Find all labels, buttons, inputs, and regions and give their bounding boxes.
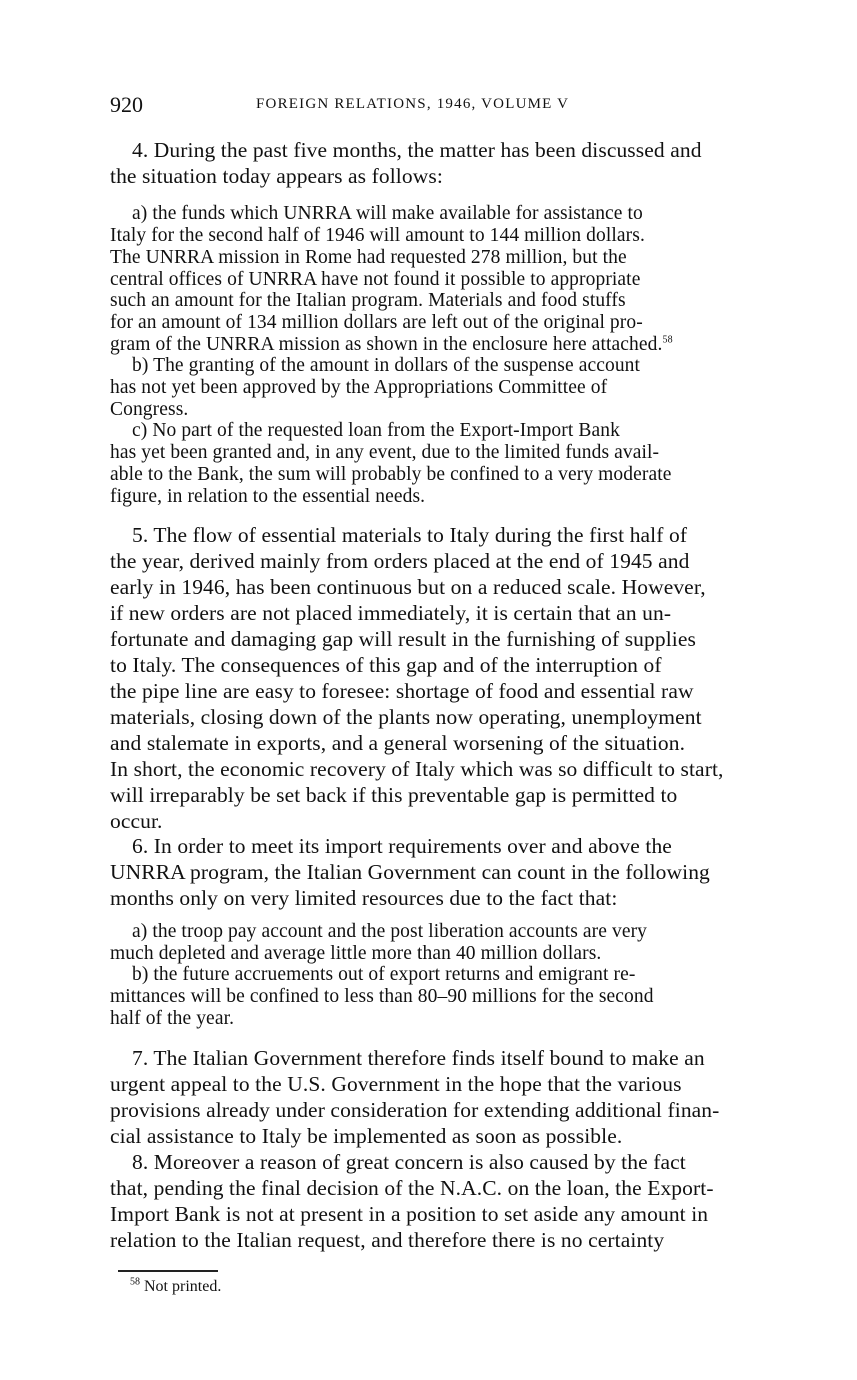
line-text: urgent appeal to the U.S. Government in the hope that the various xyxy=(110,1072,682,1096)
line-text: able to the Bank, the sum will probably be confined to a very moderate xyxy=(110,464,672,485)
line-text: provisions already under consideration for extending additional finan- xyxy=(110,1098,720,1122)
line-text: months only on very limited resources due to the fact that: xyxy=(110,886,618,910)
line-text: a) the troop pay account and the post liberation accounts are very xyxy=(132,921,648,942)
text-line xyxy=(110,203,786,225)
line-text: if new orders are not placed immediately, it is certain that an un- xyxy=(110,601,672,625)
running-head: FOREIGN RELATIONS, 1946, VOLUME V xyxy=(256,96,570,112)
text-line xyxy=(110,679,786,704)
line-text: mittances will be confined to less than 80–90 millions for the second xyxy=(110,986,654,1007)
line-text: occur. xyxy=(110,809,163,833)
text-line xyxy=(110,269,786,291)
line-text: c) No part of the requested loan from the Export-Import Bank xyxy=(132,420,620,441)
text-line xyxy=(110,1150,786,1175)
text-line xyxy=(110,1098,786,1123)
text-line xyxy=(110,783,786,808)
line-text: the year, derived mainly from orders placed at the end of 1945 and xyxy=(110,549,690,573)
footnote-rule xyxy=(118,1270,218,1272)
line-text: relation to the Italian request, and therefore there is no certainty xyxy=(110,1228,665,1252)
line-text: The UNRRA mission in Rome had requested 278 million, but the xyxy=(110,247,627,268)
line-text: In short, the economic recovery of Italy which was so difficult to start, xyxy=(110,757,724,781)
line-text: much depleted and average little more than 40 million dollars. xyxy=(110,943,602,964)
text-line xyxy=(110,464,786,486)
line-text: figure, in relation to the essential needs. xyxy=(110,486,426,507)
line-text: early in 1946, has been continuous but on a reduced scale. However, xyxy=(110,575,706,599)
page-number: 920 xyxy=(110,92,143,117)
footnote-reference[interactable]: 58 xyxy=(662,334,673,346)
line-text: the pipe line are easy to foresee: shortage of food and essential raw xyxy=(110,679,694,703)
line-text: will irreparably be set back if this preventable gap is permitted to xyxy=(110,783,678,807)
text-line xyxy=(110,486,786,508)
text-line xyxy=(110,809,786,834)
line-text: cial assistance to Italy be implemented as soon as possible. xyxy=(110,1124,623,1148)
text-line xyxy=(110,523,786,548)
footnote-marker: 58 xyxy=(130,1276,140,1288)
line-text: that, pending the final decision of the N.A.C. on the loan, the Export- xyxy=(110,1176,714,1200)
line-text: 6. In order to meet its import requirements over and above the xyxy=(132,834,672,858)
text-line xyxy=(110,886,786,911)
text-line xyxy=(110,225,786,247)
text-line xyxy=(110,377,786,399)
line-text: such an amount for the Italian program. Materials and food stuffs xyxy=(110,290,626,311)
text-line xyxy=(110,1202,786,1227)
text-line xyxy=(110,334,786,356)
text-line xyxy=(110,575,786,600)
line-text: fortunate and damaging gap will result in the furnishing of supplies xyxy=(110,627,696,651)
line-text: has yet been granted and, in any event, due to the limited funds avail- xyxy=(110,442,660,463)
text-line xyxy=(110,312,786,334)
line-text: Congress. xyxy=(110,399,189,420)
text-line xyxy=(110,705,786,730)
line-text: b) The granting of the amount in dollars of the suspense account xyxy=(132,355,641,376)
line-text: a) the funds which UNRRA will make available for assistance to xyxy=(132,203,643,224)
text-line xyxy=(110,731,786,756)
line-text: has not yet been approved by the Appropriations Committee of xyxy=(110,377,608,398)
line-text: the situation today appears as follows: xyxy=(110,164,443,188)
page-header xyxy=(110,92,788,122)
text-line xyxy=(110,943,786,965)
text-line xyxy=(110,1046,786,1071)
text-line xyxy=(110,1072,786,1097)
footnote xyxy=(130,1278,221,1296)
line-text: UNRRA program, the Italian Government can count in the following xyxy=(110,860,710,884)
text-line xyxy=(110,601,786,626)
line-text: half of the year. xyxy=(110,1008,235,1029)
text-line xyxy=(110,834,786,859)
text-line xyxy=(110,964,786,986)
line-text: b) the future accruements out of export returns and emigrant re- xyxy=(132,964,636,985)
text-line xyxy=(110,757,786,782)
text-line xyxy=(110,1008,786,1030)
text-line xyxy=(110,442,786,464)
line-text: 5. The flow of essential materials to Italy during the first half of xyxy=(132,523,688,547)
line-text: and stalemate in exports, and a general worsening of the situation. xyxy=(110,731,686,755)
line-text: materials, closing down of the plants now operating, unemployment xyxy=(110,705,702,729)
text-line xyxy=(110,627,786,652)
line-text: 4. During the past five months, the matter has been discussed and xyxy=(132,138,702,162)
footnote-text: Not printed. xyxy=(144,1278,222,1295)
text-line xyxy=(110,1176,786,1201)
text-line xyxy=(110,860,786,885)
line-text: Import Bank is not at present in a position to set aside any amount in xyxy=(110,1202,709,1226)
text-line xyxy=(110,921,786,943)
text-line xyxy=(110,290,786,312)
line-text: to Italy. The consequences of this gap and of the interruption of xyxy=(110,653,662,677)
line-text: Italy for the second half of 1946 will amount to 144 million dollars. xyxy=(110,225,645,246)
text-line xyxy=(110,399,786,421)
text-line xyxy=(110,1124,786,1149)
line-text: gram of the UNRRA mission as shown in the enclosure here attached. xyxy=(110,334,663,355)
line-text: 8. Moreover a reason of great concern is also caused by the fact xyxy=(132,1150,686,1174)
text-line xyxy=(110,1228,786,1253)
line-text: 7. The Italian Government therefore finds itself bound to make an xyxy=(132,1046,705,1070)
line-text: central offices of UNRRA have not found it possible to appropriate xyxy=(110,269,641,290)
text-line xyxy=(110,355,786,377)
text-line xyxy=(110,247,786,269)
text-line xyxy=(110,986,786,1008)
text-line xyxy=(110,549,786,574)
text-line xyxy=(110,420,786,442)
text-line xyxy=(110,653,786,678)
text-line xyxy=(110,138,786,163)
line-text: for an amount of 134 million dollars are left out of the original pro- xyxy=(110,312,643,333)
text-line xyxy=(110,164,786,189)
